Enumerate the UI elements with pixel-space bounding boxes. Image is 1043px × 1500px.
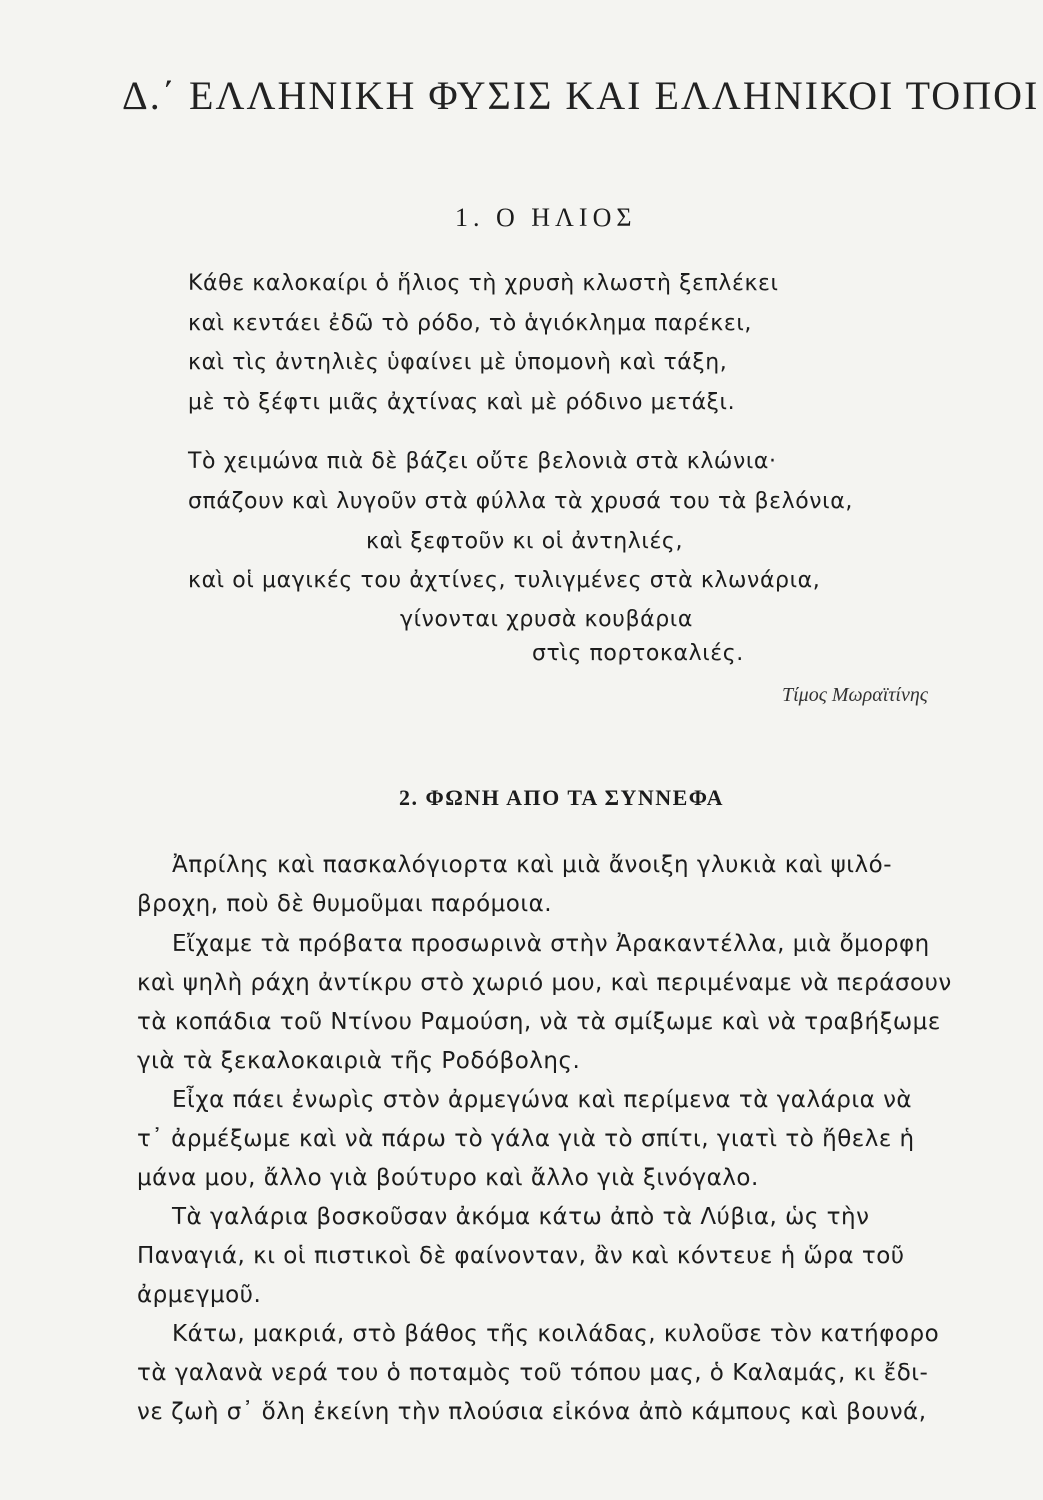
poem-line: καὶ οἱ μαγικές του ἀχτίνες, τυλιγμένες στὰ κλωνάρια, xyxy=(188,568,821,593)
poem-line: μὲ τὸ ξέφτι μιᾶς ἀχτίνας καὶ μὲ ρόδινο μετάξι. xyxy=(188,390,736,415)
prose-line: τὰ γαλανὰ νερά του ὁ ποταμὸς τοῦ τόπου μας, ὁ Καλαμάς, κι ἔδι- xyxy=(137,1360,929,1386)
poem-title: 1. Ο ΗΛΙΟΣ xyxy=(455,203,637,232)
prose-line: Εἶχα πάει ἐνωρὶς στὸν ἀρμεγώνα καὶ περίμενα τὰ γαλάρια νὰ xyxy=(172,1087,913,1113)
poem-line: σπάζουν καὶ λυγοῦν στὰ φύλλα τὰ χρυσά του τὰ βελόνια, xyxy=(188,489,853,514)
prose-line: Παναγιά, κι οἱ πιστικοὶ δὲ φαίνονταν, ἂν καὶ κόντευε ἡ ὥρα τοῦ xyxy=(137,1243,905,1269)
poem-author: Τίμος Μωραϊτίνης xyxy=(782,684,928,706)
prose-line: νε ζωὴ σ᾽ ὅλη ἐκείνη τὴν πλούσια εἰκόνα ἀπὸ κάμπους καὶ βουνά, xyxy=(137,1399,927,1425)
story-title: 2. ΦΩΝΗ ΑΠΟ ΤΑ ΣΥΝΝΕΦΑ xyxy=(399,785,725,810)
prose-line: ἀρμεγμοῦ. xyxy=(137,1282,262,1308)
section-heading: Δ.΄ ΕΛΛΗΝΙΚΗ ΦΥΣΙΣ ΚΑΙ ΕΛΛΗΝΙΚΟΙ ΤΟΠΟΙ xyxy=(122,73,1040,118)
prose-line: Κάτω, μακριά, στὸ βάθος τῆς κοιλάδας, κυλοῦσε τὸν κατήφορο xyxy=(172,1321,940,1347)
prose-line: γιὰ τὰ ξεκαλοκαιριὰ τῆς Ροδόβολης. xyxy=(137,1048,581,1074)
prose-line: Εἴχαμε τὰ πρόβατα προσωρινὰ στὴν Ἀρακαντέλλα, μιὰ ὄμορφη xyxy=(172,931,930,957)
prose-line: Ἀπρίλης καὶ πασκαλόγιορτα καὶ μιὰ ἄνοιξη γλυκιὰ καὶ ψιλό- xyxy=(172,852,893,878)
prose-line: καὶ ψηλὴ ράχη ἀντίκρυ στὸ χωριό μου, καὶ περιμέναμε νὰ περάσουν xyxy=(137,970,952,996)
poem-line: Κάθε καλοκαίρι ὁ ἥλιος τὴ χρυσὴ κλωστὴ ξεπλέκει xyxy=(188,271,779,296)
poem-line: καὶ κεντάει ἐδῶ τὸ ρόδο, τὸ ἁγιόκλημα παρέκει, xyxy=(188,311,752,336)
poem-line: καὶ τὶς ἀντηλιὲς ὑφαίνει μὲ ὑπομονὴ καὶ τάξη, xyxy=(188,350,728,375)
poem-line: στὶς πορτοκαλιές. xyxy=(532,641,744,666)
prose-line: μάνα μου, ἄλλο γιὰ βούτυρο καὶ ἄλλο γιὰ ξινόγαλο. xyxy=(137,1165,759,1191)
poem-line: γίνονται χρυσὰ κουβάρια xyxy=(400,607,693,632)
poem-line: καὶ ξεφτοῦν κι οἱ ἀντηλιές, xyxy=(366,529,684,554)
poem-line: Τὸ χειμώνα πιὰ δὲ βάζει οὔτε βελονιὰ στὰ κλώνια· xyxy=(188,449,777,474)
prose-line: βροχη, ποὺ δὲ θυμοῦμαι παρόμοια. xyxy=(137,891,553,917)
prose-line: τ᾽ ἀρμέξωμε καὶ νὰ πάρω τὸ γάλα γιὰ τὸ σπίτι, γιατὶ τὸ ἤθελε ἡ xyxy=(137,1126,915,1152)
prose-line: τὰ κοπάδια τοῦ Ντίνου Ραμούση, νὰ τὰ σμίξωμε καὶ νὰ τραβήξωμε xyxy=(137,1009,941,1035)
prose-line: Τὰ γαλάρια βοσκοῦσαν ἀκόμα κάτω ἀπὸ τὰ Λύβια, ὡς τὴν xyxy=(172,1204,870,1230)
